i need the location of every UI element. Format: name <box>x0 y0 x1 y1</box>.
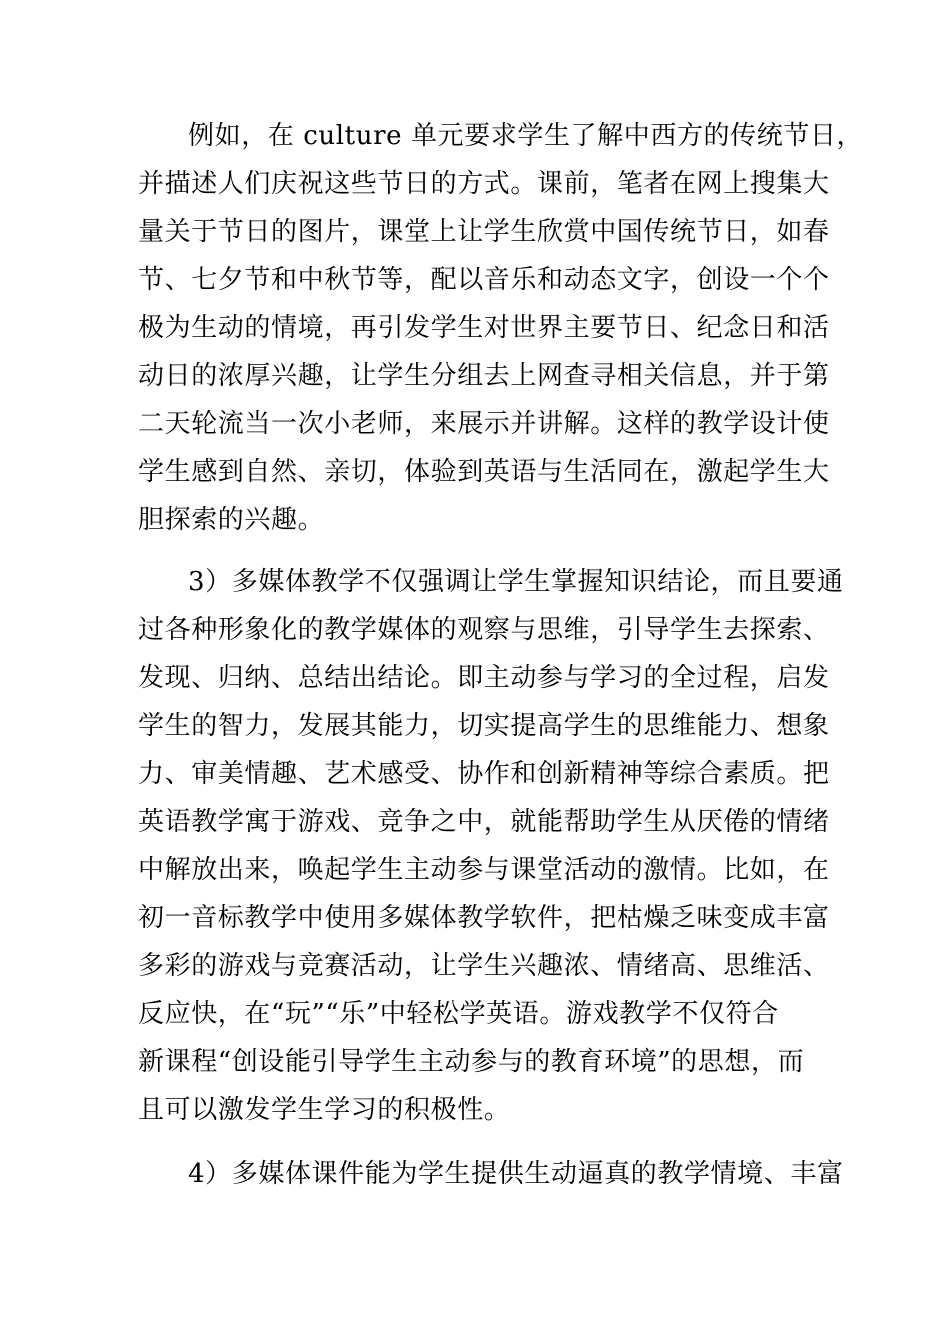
paragraph-line: 中解放出来，唤起学生主动参与课堂活动的激情。比如，在 <box>138 855 830 885</box>
paragraph-line: 动日的浓厚兴趣，让学生分组去上网查寻相关信息，并于第 <box>138 361 830 391</box>
paragraph-line: 量关于节日的图片，课堂上让学生欣赏中国传统节日，如春 <box>138 217 830 247</box>
paragraph-line: 过各种形象化的教学媒体的观察与思维，引导学生去探索、 <box>138 615 830 645</box>
paragraph-line: 并描述人们庆祝这些节日的方式。课前，笔者在网上搜集大 <box>138 169 830 199</box>
paragraph-line: 且可以激发学生学习的积极性。 <box>138 1095 511 1125</box>
paragraph-line: 3）多媒体教学不仅强调让学生掌握知识结论，而且要通 <box>188 567 844 597</box>
paragraph-line: 新课程“创设能引导学生主动参与的教育环境”的思想，而 <box>138 1047 805 1077</box>
paragraph-line: 极为生动的情境，再引发学生对世界主要节日、纪念日和活 <box>138 313 830 343</box>
paragraph-line: 发现、归纳、总结出结论。即主动参与学习的全过程，启发 <box>138 663 830 693</box>
paragraph-line: 二天轮流当一次小老师，来展示并讲解。这样的教学设计使 <box>138 409 830 439</box>
paragraph-line: 学生感到自然、亲切，体验到英语与生活同在，激起学生大 <box>138 457 830 487</box>
paragraph-line: 4）多媒体课件能为学生提供生动逼真的教学情境、丰富 <box>188 1159 844 1189</box>
paragraph-line: 胆探索的兴趣。 <box>138 505 325 535</box>
paragraph-line: 节、七夕节和中秋节等，配以音乐和动态文字，创设一个个 <box>138 265 830 295</box>
paragraph-line: 反应快，在“玩”“乐”中轻松学英语。游戏教学不仅符合 <box>138 999 779 1029</box>
paragraph-line: 英语教学寓于游戏、竞争之中，就能帮助学生从厌倦的情绪 <box>138 807 830 837</box>
paragraph-line: 多彩的游戏与竞赛活动，让学生兴趣浓、情绪高、思维活、 <box>138 951 830 981</box>
paragraph-line: 初一音标教学中使用多媒体教学软件，把枯燥乏味变成丰富 <box>138 903 830 933</box>
paragraph-line: 力、审美情趣、艺术感受、协作和创新精神等综合素质。把 <box>138 759 830 789</box>
paragraph-line: 例如，在 culture 单元要求学生了解中西方的传统节日， <box>188 121 864 151</box>
paragraph-line: 学生的智力，发展其能力，切实提高学生的思维能力、想象 <box>138 711 830 741</box>
